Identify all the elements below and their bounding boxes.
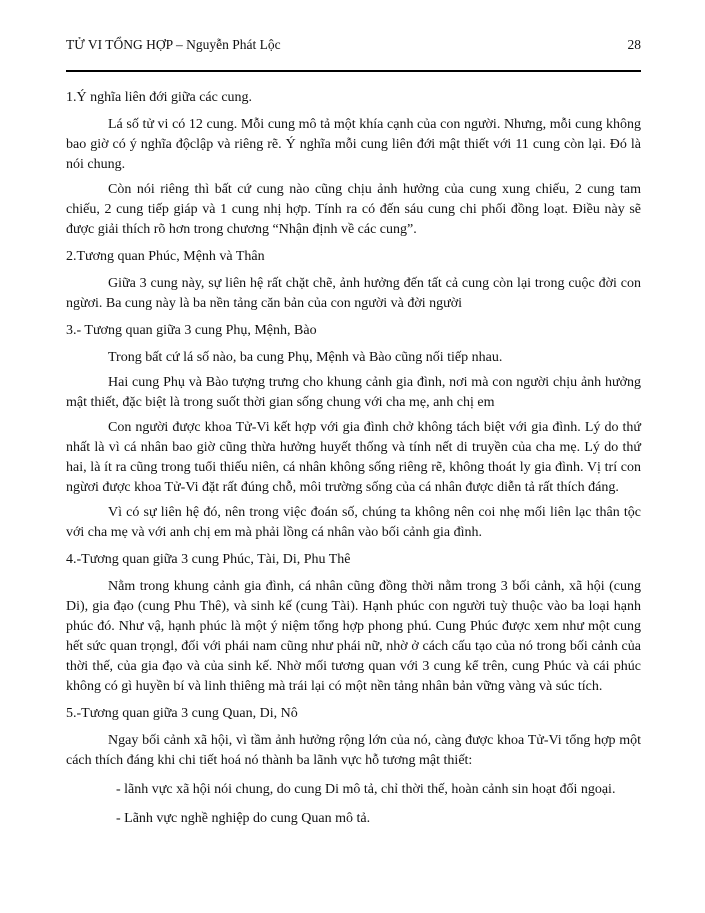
section-heading-3: 3.- Tương quan giữa 3 cung Phụ, Mệnh, Bào [66, 323, 317, 338]
paragraph: Vì có sự liên hệ đó, nên trong việc đoán số, chúng ta không nên coi nhẹ mối liên lạc thân tộc với cha mẹ và với anh chị em mà phải lồng cá nhân vào bối cảnh gia đình. [66, 505, 641, 540]
paragraph: Còn nói riêng thì bất cứ cung nào cũng chịu ảnh hưởng của cung xung chiếu, 2 cung tam chiếu, 2 cung tiếp giáp và 1 cung nhị hợp. Tính ra có đến sáu cung chi phối đồng loạt. Điều này sẽ được giải thích rõ hơn trong chương “Nhận định về các cung”. [66, 182, 641, 237]
paragraph: Con người được khoa Tử-Vi kết hợp với gia đình chở không tách biệt với gia đình. Lý do thứ nhất là vì cá nhân bao giờ cũng thừa hưởng huyết thống và tính nết di truyền của cha mẹ. Lý do thứ hai, là ít ra cũng trong tuổi thiếu niên, cá nhân không sống riêng rẽ, không thoát ly gia đình. Vị trí con ngừơi được khoa Tử-Vi đặt rất đúng chỗ, môi trường sống của cá nhân được diễn tả rất thích đáng. [66, 420, 641, 495]
paragraph: Nằm trong khung cảnh gia đình, cá nhân cũng đồng thời nằm trong 3 bối cảnh, xã hội (cung Di), gia đạo (cung Phu Thê), và sinh kế (cung Tài). Hạnh phúc con người tuỳ thuộc vào ba loại hạnh phúc đó. Như vậ, hạnh phúc là một ý niệm tổng hợp phong phú. Cung Phúc được xem như một cung hết sức quan trọngl, đối với phái nam cũng như phái nữ, nhờ ở cách cấu tạo của nó trong bối cảnh của thời thế, của gia đạo và của sinh kế. Nhờ mối tương quan với 3 cung kể trên, cung Phúc và cái phúc không có gì huyền bí và linh thiêng mà trái lại có một nền tảng nhân bản vững vàng và súc tích. [66, 579, 641, 694]
paragraph: Trong bất cứ lá số nào, ba cung Phụ, Mệnh và Bào cũng nối tiếp nhau. [108, 350, 503, 365]
page-number: 28 [627, 37, 641, 52]
paragraph: Lá số tử vi có 12 cung. Mỗi cung mô tả một khía cạnh của con người. Nhưng, mỗi cung không bao giờ có ý nghĩa độclập và riêng rẽ. Ý nghĩa mỗi cung liên đới mật thiết với 11 cung còn lại. Đó là nói chung. [66, 117, 641, 172]
page-header [66, 36, 641, 54]
book-title: TỬ VI TỔNG HỢP – Nguyễn Phát Lộc [66, 37, 281, 52]
section-heading-1: 1.Ý nghĩa liên đới giữa các cung. [66, 90, 253, 105]
page-content [66, 88, 641, 829]
list-item: - Lãnh vực nghề nghiệp do cung Quan mô tả. [116, 811, 371, 826]
section-heading-5: 5.-Tương quan giữa 3 cung Quan, Di, Nô [66, 706, 298, 721]
paragraph: Ngay bối cảnh xã hội, vì tầm ảnh hưởng rộng lớn của nó, càng được khoa Tử-Vi tổng hợp một cách thích đáng khi chi tiết hoá nó thành ba lãnh vực hỗ tương mật thiết: [66, 733, 641, 768]
paragraph: Hai cung Phụ và Bào tượng trưng cho khung cảnh gia đình, nơi mà con người chịu ảnh hưởng mật thiết, đặc biệt là trong suốt thời gian sống chung với cha mẹ, anh chị em [66, 375, 641, 410]
header-rule [66, 70, 641, 72]
paragraph: Giữa 3 cung này, sự liên hệ rất chặt chẽ, ảnh hưởng đến tất cả cung còn lại trong cuộc đời con ngừơi. Ba cung này là ba nền tảng căn bản của con người và đời người [66, 276, 641, 311]
section-heading-4: 4.-Tương quan giữa 3 cung Phúc, Tài, Di, Phu Thê [66, 552, 351, 567]
list-item: - lãnh vực xã hội nói chung, do cung Di mô tả, chỉ thời thế, hoàn cảnh sin hoạt đối ngoại. [116, 782, 616, 797]
section-heading-2: 2.Tương quan Phúc, Mệnh và Thân [66, 249, 265, 264]
